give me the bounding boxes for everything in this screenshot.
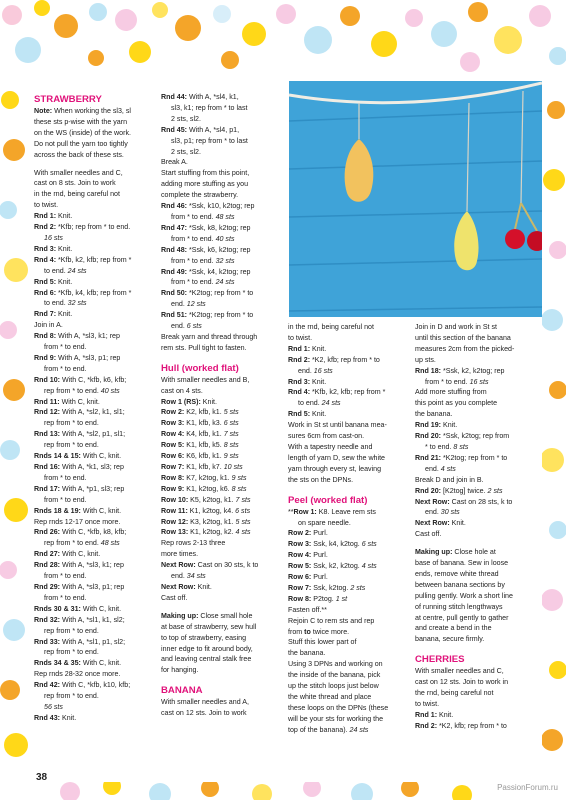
- text-line: Add more stuffing from: [415, 388, 487, 397]
- text-line: Making up: Close hole at: [415, 548, 496, 557]
- text-line: to end. 24 sts: [44, 266, 87, 275]
- text-line: top of the banana). 24 sts: [288, 725, 369, 734]
- text-line: to twist.: [34, 201, 59, 210]
- text-line: from * to end.: [44, 593, 87, 602]
- text-line: Do not pull the yarn too tightly: [34, 139, 128, 148]
- text-line: from * to end. 32 sts: [171, 256, 235, 265]
- text-line: at centre, pull gently to gather: [415, 613, 509, 622]
- text-line: rep from * to end.: [44, 419, 99, 428]
- text-line: Row 5: Ssk, k2, k2tog. 4 sts: [288, 562, 377, 571]
- text-line: Rnd 29: With A, *sl3, p1; rep: [34, 582, 125, 591]
- text-line: Rnd 47: *Ssk, k8, k2tog; rep: [161, 223, 251, 232]
- text-line: Rnd 27: With C, knit.: [34, 550, 101, 559]
- page-number: 38: [36, 772, 48, 783]
- text-line: Rnd 18: *Ssk, k2, k2tog; rep: [415, 366, 505, 375]
- text-line: to twist.: [288, 333, 313, 342]
- text-line: sures 6cm from cast-on.: [288, 432, 365, 441]
- text-line: Rnd 33: With A, *sl1, p1, sl2;: [34, 637, 126, 646]
- text-line: Rnd 4: *Kfb, k2, kfb; rep from *: [288, 388, 386, 397]
- text-line: **Row 1: K8. Leave rem sts: [288, 507, 376, 516]
- text-line: Rejoin C to rem sts and rep: [288, 616, 375, 625]
- text-line: Row 8: K7, k2tog, k1. 9 sts: [161, 473, 247, 482]
- text-line: Rnd 3: Knit.: [34, 244, 73, 253]
- text-line: Rnd 5: Knit.: [34, 277, 73, 286]
- text-line: from to twice more.: [288, 627, 350, 636]
- text-line: end. 6 sts: [171, 322, 202, 331]
- text-line: Rnd 21: *K2tog; rep from * to: [415, 453, 508, 462]
- text-line: end. 30 sts: [425, 508, 460, 517]
- text-line: Rnd 1: Knit.: [34, 212, 73, 221]
- text-line: Rnd 2: *Kfb; rep from * to end.: [34, 223, 131, 232]
- text-line: the sts on the DPNs.: [288, 475, 354, 484]
- text-line: Rnd 48: *Ssk, k6, k2tog; rep: [161, 245, 251, 254]
- text-line: length of yarn D, sew the white: [288, 453, 385, 462]
- text-line: Rnds 18 & 19: With C, knit.: [34, 506, 122, 515]
- text-line: Row 6: Purl.: [288, 573, 328, 582]
- text-line: Rnd 3: Knit.: [288, 377, 327, 386]
- text-line: Rnd 4: *Kfb, k2, kfb; rep from *: [34, 255, 132, 264]
- text-line: Rnd 1: Knit.: [288, 344, 327, 353]
- text-line: the rnd, being careful not: [415, 689, 494, 698]
- text-line: at base of strawberry, sew hull: [161, 622, 257, 631]
- text-line: Rnd 26: With C, *kfb, k8, kfb;: [34, 528, 127, 537]
- text-line: rep from * to end.: [44, 626, 99, 635]
- spacer: [288, 486, 412, 493]
- text-line: Rnds 14 & 15: With C, knit.: [34, 452, 122, 461]
- knitted-fruit-photo: [289, 81, 542, 317]
- text-line: Rnd 42: With C, *kfb, k10, kfb;: [34, 681, 131, 690]
- text-line: Rnd 20: [K2tog] twice. 2 sts: [415, 486, 503, 495]
- spacer: [415, 645, 539, 652]
- text-line: in the rnd, being careful not: [288, 323, 374, 331]
- text-line: until this section of the banana: [415, 333, 511, 342]
- column-1: [34, 92, 158, 724]
- spacer: [34, 161, 158, 168]
- text-line: Row 12: K3, k2tog, k1. 5 sts: [161, 517, 251, 526]
- text-line: Stuff this lower part of: [288, 638, 357, 647]
- text-line: sl3, k1; rep from * to last: [171, 103, 248, 112]
- text-line: inner edge to fit around body,: [161, 644, 253, 653]
- text-line: Row 3: K1, kfb, k3. 6 sts: [161, 419, 239, 428]
- text-line: Rnd 10: With C, *kfb, k6, kfb;: [34, 375, 127, 384]
- text-line: Rnd 44: With A, *sl4, k1,: [161, 93, 239, 101]
- text-line: Rnd 11: With C, knit.: [34, 397, 100, 406]
- text-line: from * to end. 48 sts: [171, 212, 235, 221]
- text-line: banana, secure firmly.: [415, 635, 485, 644]
- text-line: Rnd 17: With A, *p1, sl3; rep: [34, 484, 125, 493]
- text-line: rep from * to end. 40 sts: [44, 386, 120, 395]
- text-line: Rnd 9: With A, *sl3, p1; rep: [34, 353, 121, 362]
- text-line: Row 4: Purl.: [288, 551, 328, 560]
- text-line: Break yarn and thread through: [161, 332, 258, 341]
- text-line: end. 12 sts: [171, 300, 206, 309]
- text-line: Row 2: Purl.: [288, 529, 328, 538]
- text-line: 56 sts: [44, 702, 63, 711]
- text-line: With smaller needles and C,: [415, 667, 504, 676]
- text-line: cast on 4 sts.: [161, 386, 203, 395]
- text-line: Rnd 20: *Ssk, k2tog; rep from: [415, 432, 510, 441]
- text-line: on spare needle.: [298, 518, 351, 527]
- text-line: the banana.: [288, 649, 326, 658]
- text-line: Rnd 50: *K2tog; rep from * to: [161, 289, 254, 298]
- text-line: Next Row: Knit.: [415, 519, 466, 528]
- section-heading: BANANA: [161, 685, 203, 697]
- section-heading: STRAWBERRY: [34, 94, 102, 105]
- text-line: this point as you complete: [415, 399, 498, 408]
- text-line: Row 11: K1, k2tog, k4. 6 sts: [161, 506, 251, 515]
- text-line: sl3, p1; rep from * to last: [171, 136, 248, 145]
- text-line: Break A.: [161, 158, 188, 167]
- text-line: 16 sts: [44, 233, 63, 242]
- text-line: Rep rows 2-13 three: [161, 539, 226, 548]
- text-line: Rnds 34 & 35: With C, knit.: [34, 659, 122, 668]
- text-line: cast on 12 sts. Join to work in: [415, 678, 509, 687]
- text-line: these loops on the DPNs (these: [288, 703, 389, 712]
- text-line: Row 8: P2tog. 1 st: [288, 594, 348, 603]
- text-line: Rnd 12: With A, *sl2, k1, sl1;: [34, 408, 125, 417]
- text-line: Rnd 28: With A, *sl3, k1; rep: [34, 561, 124, 570]
- spacer: [415, 540, 539, 547]
- text-line: Making up: Close small hole: [161, 611, 253, 620]
- text-line: from * to end.: [44, 572, 87, 581]
- text-line: from * to end. 24 sts: [171, 278, 235, 287]
- text-line: Rnd 45: With A, *sl4, p1,: [161, 125, 240, 134]
- text-line: With smaller needles and C,: [34, 168, 123, 177]
- text-line: Rnds 30 & 31: With C, knit.: [34, 604, 122, 613]
- text-line: the banana.: [415, 410, 453, 419]
- text-line: With smaller needles and B,: [161, 375, 250, 384]
- text-line: Rep rnds 12-17 once more.: [34, 517, 121, 526]
- text-line: With smaller needles and A,: [161, 698, 249, 707]
- text-line: Rnd 13: With A, *sl2, p1, sl1;: [34, 430, 126, 439]
- text-line: Rnd 32: With A, *sl1, k1, sl2;: [34, 615, 125, 624]
- text-line: from * to end. 16 sts: [425, 377, 489, 386]
- text-line: measures 2cm from the picked-: [415, 344, 515, 353]
- text-line: Fasten off.**: [288, 605, 327, 614]
- text-line: Using 3 DPNs and working on: [288, 660, 383, 669]
- text-line: of running stitch lengthways: [415, 602, 503, 611]
- text-line: rep from * to end.: [44, 648, 99, 657]
- text-line: Rnd 8: With A, *sl3, k1; rep: [34, 332, 120, 341]
- text-line: the inside of the banana, pick: [288, 671, 381, 680]
- text-line: for hanging.: [161, 666, 199, 675]
- text-line: from * to end. 40 sts: [171, 234, 235, 243]
- column-3: [288, 322, 412, 736]
- text-line: Row 4: K4, kfb, k1. 7 sts: [161, 430, 239, 439]
- text-line: With a tapestry needle and: [288, 442, 373, 451]
- text-line: and leaving central stalk free: [161, 655, 252, 664]
- section-heading: Peel (worked flat): [288, 494, 368, 506]
- text-line: rep from * to end.: [44, 441, 99, 450]
- text-line: Rnd 49: *Ssk, k4, k2tog; rep: [161, 267, 251, 276]
- text-line: Row 6: K6, kfb, k1. 9 sts: [161, 452, 239, 461]
- text-line: rem sts. Pull tight to fasten.: [161, 343, 247, 352]
- text-line: from * to end.: [44, 473, 87, 482]
- text-line: Break D and join in B.: [415, 475, 484, 484]
- text-line: ends, remove white thread: [415, 569, 499, 578]
- section-heading: Hull (worked flat): [161, 362, 239, 374]
- text-line: pulling gently. Work a short line: [415, 591, 513, 600]
- text-line: from * to end.: [44, 364, 87, 373]
- text-line: Next Row: Knit.: [161, 582, 212, 591]
- text-line: Rnd 5: Knit.: [288, 410, 327, 419]
- text-line: Row 3: Ssk, k4, k2tog. 6 sts: [288, 540, 377, 549]
- text-line: Rep rnds 28-32 once more.: [34, 670, 121, 679]
- text-line: to top of strawberry, easing: [161, 633, 247, 642]
- text-line: base of banana. Sew in loose: [415, 559, 509, 568]
- text-line: end. 16 sts: [298, 366, 333, 375]
- text-line: Rnd 43: Knit.: [34, 713, 77, 722]
- text-line: the white thread and place: [288, 693, 372, 701]
- text-line: more times.: [161, 550, 199, 559]
- text-line: Start stuffing from this point,: [161, 169, 250, 178]
- text-line: Next Row: Cast on 28 sts, k to: [415, 497, 513, 506]
- text-line: Row 1 (RS): Knit.: [161, 397, 217, 406]
- text-line: end. 4 sts: [425, 464, 456, 473]
- text-line: Rnd 2: *K2, kfb; rep from * to: [415, 721, 507, 730]
- text-line: from * to end.: [44, 495, 87, 504]
- watermark: PassionForum.ru: [497, 783, 558, 792]
- text-line: up sts.: [415, 355, 436, 364]
- text-line: Rnd 51: *K2tog; rep from * to: [161, 311, 254, 320]
- text-line: Row 9: K1, k2tog, k6. 8 sts: [161, 484, 247, 493]
- text-line: complete the strawberry.: [161, 191, 239, 200]
- text-line: to end. 32 sts: [44, 299, 87, 308]
- spacer: [161, 354, 283, 361]
- text-line: Row 5: K1, kfb, k5. 8 sts: [161, 441, 239, 450]
- text-line: to end. 24 sts: [298, 399, 341, 408]
- text-line: 2 sts, sl2.: [171, 147, 201, 156]
- section-heading: CHERRIES: [415, 654, 465, 666]
- text-line: Rnd 2: *K2, kfb; rep from * to: [288, 355, 380, 364]
- text-line: from * to end.: [44, 343, 87, 352]
- text-line: yarn through every st, leaving: [288, 464, 382, 473]
- text-line: Rnd 6: *Kfb, k4, kfb; rep from *: [34, 288, 132, 297]
- spacer: [161, 604, 283, 611]
- text-line: Cast off.: [161, 593, 188, 602]
- text-line: cast on 12 sts. Join to work: [161, 709, 247, 718]
- text-line: to twist.: [415, 700, 440, 708]
- text-line: Row 7: K1, kfb, k7. 10 sts: [161, 463, 243, 471]
- text-line: Rnd 7: Knit.: [34, 310, 73, 319]
- text-line: Rnd 1: Knit.: [415, 710, 454, 719]
- text-line: Row 10: K5, k2tog, k1. 7 sts: [161, 495, 251, 504]
- text-line: * to end. 8 sts: [425, 442, 469, 451]
- text-line: across the back of these sts.: [34, 150, 124, 159]
- column-2: [161, 92, 283, 719]
- spacer: [161, 676, 283, 683]
- text-line: on the WS (inside) of the work.: [34, 128, 131, 137]
- text-line: rep from * to end.: [44, 692, 99, 701]
- text-line: Note: When working the sl3, sl: [34, 107, 131, 115]
- text-line: Cast off.: [415, 530, 442, 539]
- text-line: cast on 8 sts. Join to work: [34, 179, 116, 188]
- column-4: [415, 322, 539, 732]
- text-line: up the stitch loops just below: [288, 682, 379, 691]
- text-line: Rnd 46: *Ssk, k10, k2tog; rep: [161, 202, 255, 211]
- text-line: Rnd 16: With A, *k1, sl3; rep: [34, 463, 124, 471]
- text-line: Row 13: K1, k2tog, k2. 4 sts: [161, 528, 251, 537]
- text-line: these sts p-wise with the yarn: [34, 117, 128, 126]
- text-line: in the rnd, being careful not: [34, 190, 120, 199]
- text-line: end. 34 sts: [171, 572, 206, 581]
- text-line: Next Row: Cast on 30 sts, k to: [161, 561, 259, 570]
- text-line: Join in A.: [34, 321, 63, 330]
- text-line: Row 2: K2, kfb, k1. 5 sts: [161, 408, 239, 417]
- text-line: will be your sts for working the: [288, 714, 384, 723]
- text-line: Join in D and work in St st: [415, 323, 498, 331]
- text-line: Rnd 19: Knit.: [415, 421, 458, 430]
- text-line: 2 sts, sl2.: [171, 114, 201, 123]
- text-line: adding more stuffing as you: [161, 180, 249, 189]
- text-line: Work in St st until banana mea-: [288, 421, 387, 430]
- text-line: and create a bend in the: [415, 624, 492, 633]
- text-line: Row 7: Ssk, k2tog. 2 sts: [288, 583, 366, 592]
- text-line: rep from * to end. 48 sts: [44, 539, 120, 548]
- text-line: between banana sections by: [415, 580, 505, 589]
